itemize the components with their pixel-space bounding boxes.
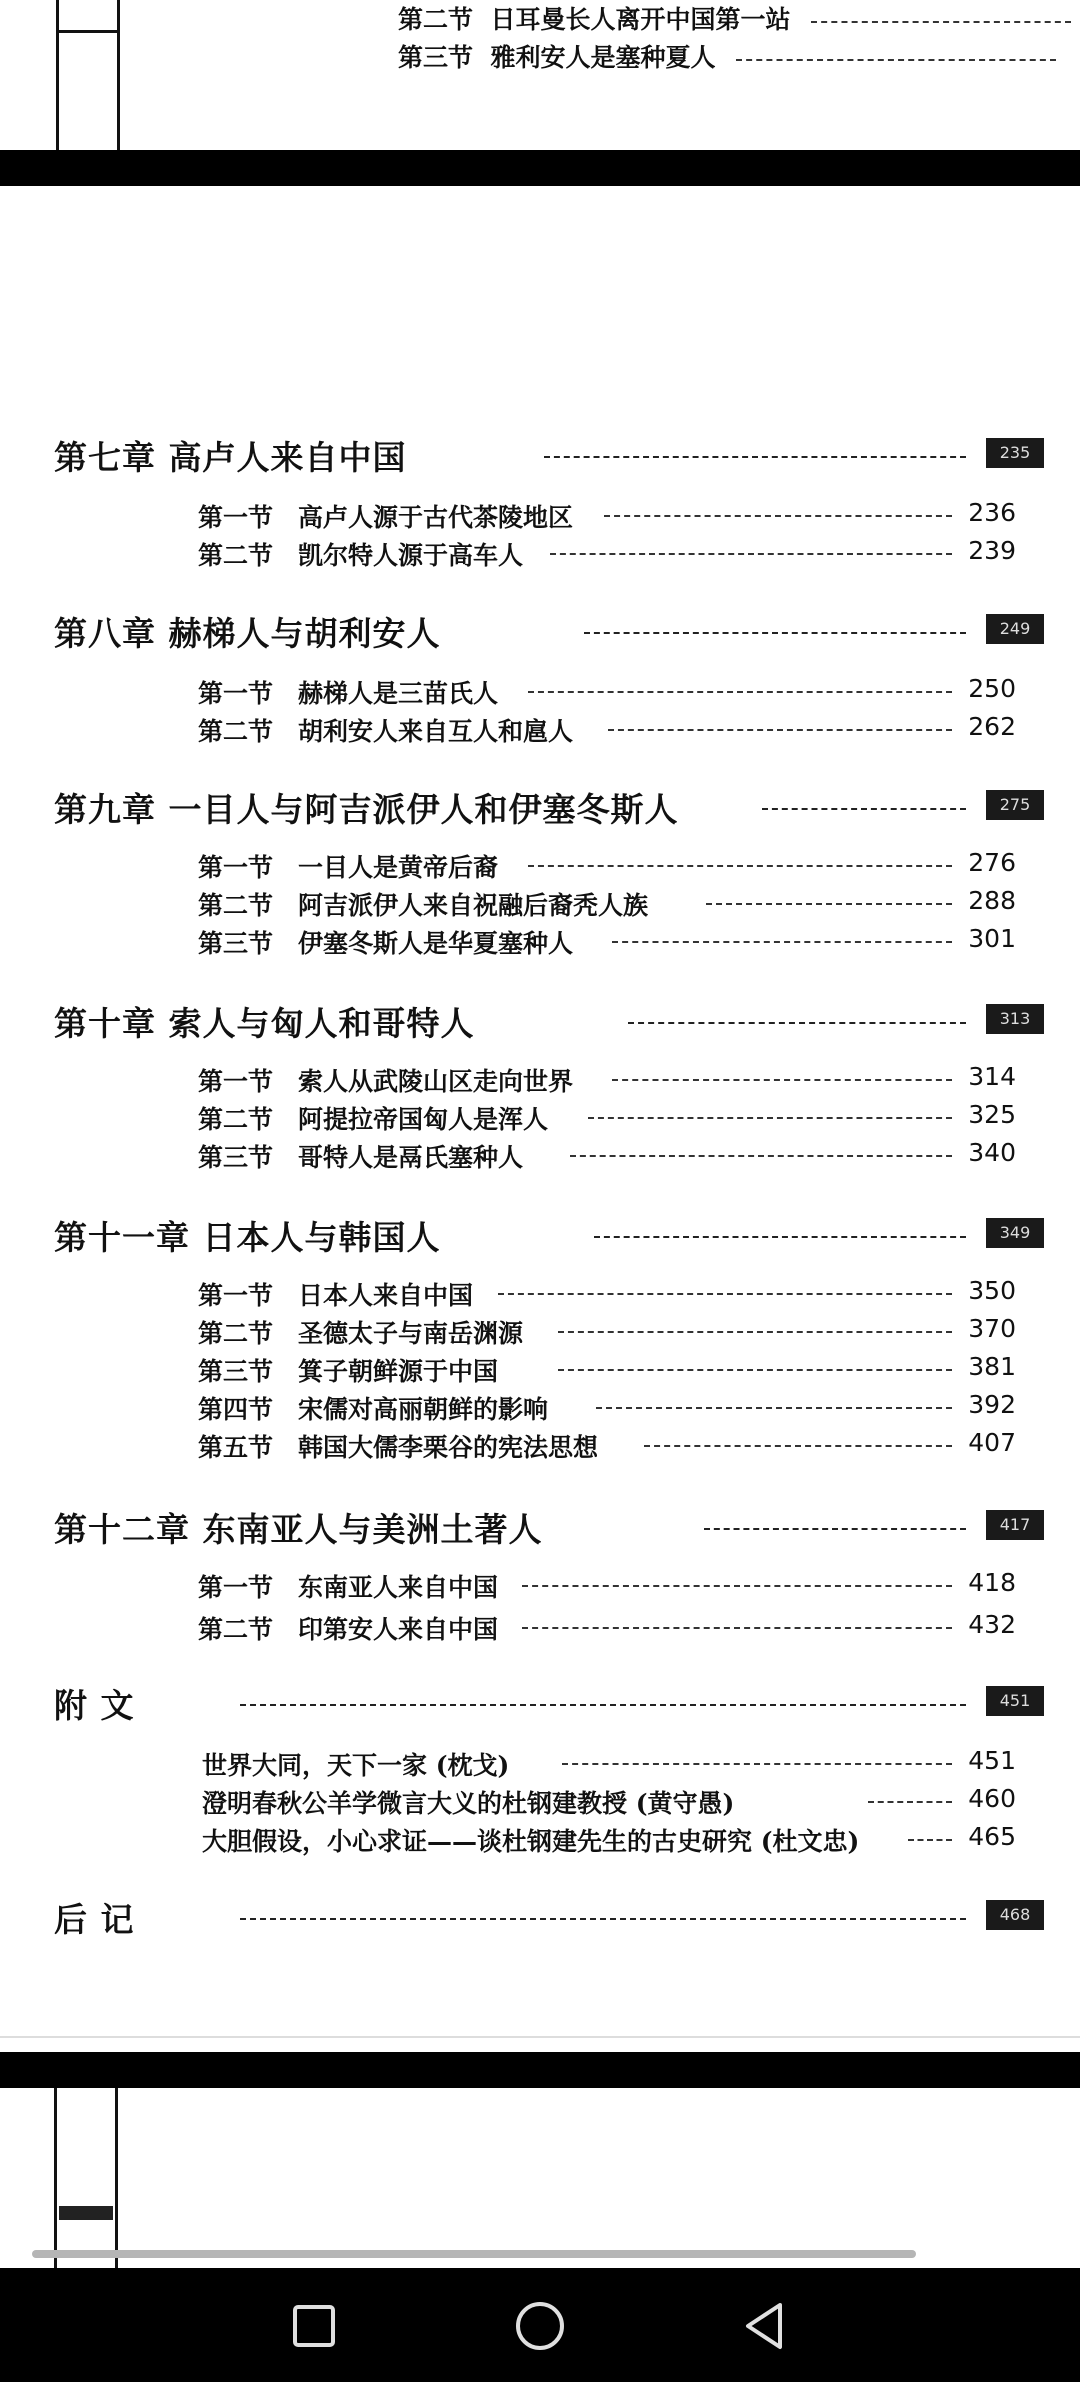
section-label: 第二节	[198, 1615, 274, 1644]
section-page-number: 239	[968, 536, 1016, 565]
appendix-item-text: 澄明春秋公羊学微言大义的杜钢建教授 (黄守愚)	[202, 1789, 735, 1818]
navigation-bar	[0, 2268, 1080, 2382]
section-label: 第一节	[198, 1281, 274, 1310]
chapter-page-number: 313	[986, 1004, 1044, 1034]
section-label: 第一节	[198, 679, 274, 708]
previous-page-fragment	[0, 0, 1080, 150]
appendix-item[interactable]	[202, 1746, 1016, 1782]
chapter-title: 第九章 一目人与阿吉派伊人和伊塞冬斯人	[54, 790, 679, 829]
section-page-number: 350	[968, 1276, 1016, 1305]
appendix-item-page: 460	[968, 1784, 1016, 1813]
section-page-number: 418	[968, 1568, 1016, 1597]
section-title: 一目人是黄帝后裔	[298, 853, 499, 882]
back-button[interactable]	[732, 2294, 796, 2358]
section-label: 第三节	[398, 43, 474, 72]
section-row[interactable]	[198, 712, 1016, 748]
afterword-page-number: 468	[986, 1900, 1044, 1930]
section-label: 第五节	[198, 1433, 274, 1462]
section-row[interactable]	[198, 1138, 1016, 1174]
section-row[interactable]	[198, 924, 1016, 960]
section-row[interactable]	[198, 1352, 1016, 1388]
section-title: 箕子朝鲜源于中国	[298, 1357, 499, 1386]
section-page-number: 288	[968, 886, 1016, 915]
page-spine	[54, 2088, 118, 2268]
section-label: 第二节	[198, 1105, 274, 1134]
section-title: 圣德太子与南岳渊源	[298, 1319, 524, 1348]
section-page-number: 340	[968, 1138, 1016, 1167]
section-page-number: 314	[968, 1062, 1016, 1091]
section-page-number: 370	[968, 1314, 1016, 1343]
section-label: 第一节	[198, 853, 274, 882]
section-page-number: 407	[968, 1428, 1016, 1457]
section-row[interactable]	[198, 1100, 1016, 1136]
section-title: 胡利安人来自互人和扈人	[298, 717, 574, 746]
chapter-page-number: 417	[986, 1510, 1044, 1540]
section-title: 阿提拉帝国匈人是浑人	[298, 1105, 549, 1134]
chapter-page-number: 349	[986, 1218, 1044, 1248]
section-label: 第一节	[198, 1067, 274, 1096]
appendix-item[interactable]	[202, 1822, 1016, 1858]
appendix-item[interactable]	[202, 1784, 1016, 1820]
appendix-title: 附 文	[54, 1686, 135, 1725]
square-icon	[292, 2304, 336, 2348]
appendix-page-number: 451	[986, 1686, 1044, 1716]
section-title: 伊塞冬斯人是华夏塞种人	[298, 929, 574, 958]
section-row[interactable]	[198, 674, 1016, 710]
section-title: 韩国大儒李栗谷的宪法思想	[298, 1433, 599, 1462]
page-spine	[56, 0, 120, 150]
section-title: 日本人来自中国	[298, 1281, 474, 1310]
circle-icon	[514, 2300, 566, 2352]
chapter-page-number: 235	[986, 438, 1044, 468]
section-title: 东南亚人来自中国	[298, 1573, 499, 1602]
section-label: 第三节	[198, 1357, 274, 1386]
section-row[interactable]	[198, 1390, 1016, 1426]
section-label: 第三节	[198, 1143, 274, 1172]
appendix-row[interactable]	[54, 1680, 1044, 1728]
triangle-back-icon	[740, 2300, 788, 2352]
section-row[interactable]	[198, 886, 1016, 922]
appendix-item-text: 世界大同，天下一家 (枕戈)	[202, 1751, 510, 1780]
section-row[interactable]	[198, 498, 1016, 534]
chapter-title: 第八章 赫梯人与胡利安人	[54, 614, 441, 653]
section-label: 第二节	[198, 717, 274, 746]
afterword-title: 后 记	[54, 1900, 135, 1939]
chapter-title: 第七章 高卢人来自中国	[54, 438, 407, 477]
section-row[interactable]	[198, 1428, 1016, 1464]
chapter-row[interactable]	[54, 1212, 1044, 1260]
section-page-number: 276	[968, 848, 1016, 877]
chapter-title: 第十二章 东南亚人与美洲土著人	[54, 1510, 543, 1549]
section-page-number: 250	[968, 674, 1016, 703]
chapter-row[interactable]	[54, 1504, 1044, 1552]
chapter-page-number: 275	[986, 790, 1044, 820]
section-row[interactable]	[198, 1610, 1016, 1646]
chapter-page-number: 249	[986, 614, 1044, 644]
section-row[interactable]	[198, 536, 1016, 572]
section-page-number: 392	[968, 1390, 1016, 1419]
chapter-row[interactable]	[54, 608, 1044, 656]
section-title: 赫梯人是三苗氏人	[298, 679, 499, 708]
chapter-row[interactable]	[54, 432, 1044, 480]
recents-button[interactable]	[282, 2294, 346, 2358]
section-page-number: 236	[968, 498, 1016, 527]
appendix-item-page: 465	[968, 1822, 1016, 1851]
section-title: 凯尔特人源于高车人	[298, 541, 524, 570]
section-row[interactable]	[198, 1276, 1016, 1312]
chapter-row[interactable]	[54, 998, 1044, 1046]
horizontal-scrollbar[interactable]	[32, 2250, 916, 2258]
page-separator	[0, 2052, 1080, 2088]
section-page-number: 262	[968, 712, 1016, 741]
section-title: 哥特人是鬲氏塞种人	[298, 1143, 524, 1172]
section-label: 第一节	[198, 1573, 274, 1602]
section-page-number: 381	[968, 1352, 1016, 1381]
section-row[interactable]	[198, 1062, 1016, 1098]
section-label: 第二节	[198, 891, 274, 920]
home-button[interactable]	[508, 2294, 572, 2358]
section-label: 第四节	[198, 1395, 274, 1424]
section-label: 第二节	[398, 5, 474, 34]
section-label: 第二节	[198, 1319, 274, 1348]
section-page-number: 301	[968, 924, 1016, 953]
appendix-item-page: 451	[968, 1746, 1016, 1775]
afterword-row[interactable]	[54, 1894, 1044, 1942]
section-page-number: 432	[968, 1610, 1016, 1639]
section-title: 索人从武陵山区走向世界	[298, 1067, 574, 1096]
section-label: 第三节	[198, 929, 274, 958]
section-row[interactable]	[198, 848, 1016, 884]
section-label: 第一节	[198, 503, 274, 532]
section-label: 第二节	[198, 541, 274, 570]
section-title: 宋儒对高丽朝鲜的影响	[298, 1395, 549, 1424]
chapter-title: 第十章 索人与匈人和哥特人	[54, 1004, 475, 1043]
section-title: 高卢人源于古代茶陵地区	[298, 503, 574, 532]
section-title: 日耳曼长人离开中国第一站	[490, 5, 791, 34]
section-title: 雅利安人是塞种夏人	[490, 43, 716, 72]
section-row[interactable]	[198, 1568, 1016, 1604]
page-edge	[0, 2036, 1080, 2038]
page-separator	[0, 150, 1080, 186]
toc-section-line	[398, 0, 1071, 36]
next-page-fragment	[0, 2088, 1080, 2268]
section-title: 印第安人来自中国	[298, 1615, 499, 1644]
section-title: 阿吉派伊人来自祝融后裔秃人族	[298, 891, 649, 920]
section-page-number: 325	[968, 1100, 1016, 1129]
section-row[interactable]	[198, 1314, 1016, 1350]
chapter-title: 第十一章 日本人与韩国人	[54, 1218, 441, 1257]
toc-section-line	[398, 38, 1056, 74]
appendix-item-text: 大胆假设，小心求证——谈杜钢建先生的古史研究 (杜文忠)	[202, 1827, 860, 1856]
chapter-row[interactable]	[54, 784, 1044, 832]
